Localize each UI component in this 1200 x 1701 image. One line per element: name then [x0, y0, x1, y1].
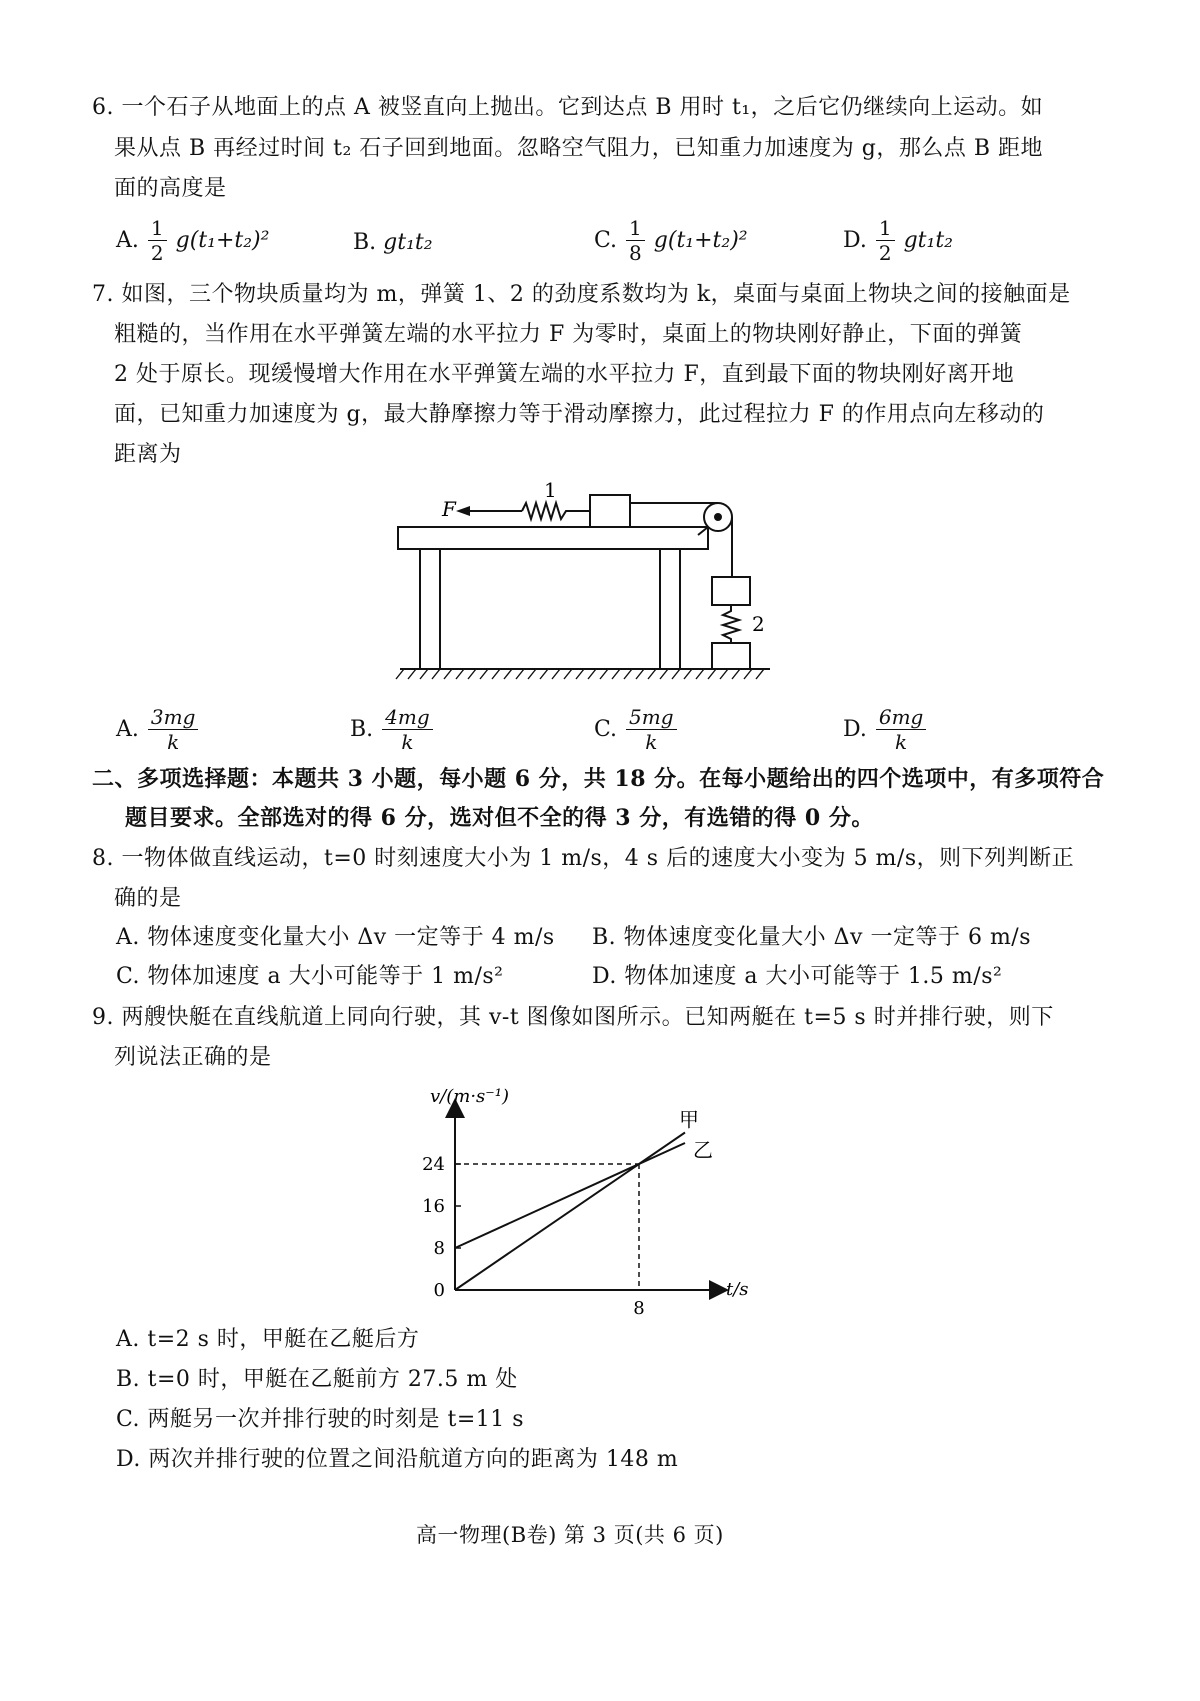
q9-option-d: D. 两次并排行驶的位置之间沿航道方向的距离为 148 m [116, 1447, 679, 1472]
q6-option-a: A. $\frac{1}{2}$ g(t₁+t₂)² [116, 216, 270, 265]
block-hanging [712, 577, 750, 605]
x-axis-label: t/s [726, 1279, 749, 1300]
table-leg-left [420, 549, 440, 669]
q6-line1: 6. 一个石子从地面上的点 A 被竖直向上抛出。它到达点 B 用时 t₁，之后它仍继续向上运动。如 [92, 95, 1044, 120]
q7-option-b: B. $\frac{4mg}{k}$ [350, 705, 435, 754]
q8-line2: 确的是 [114, 886, 182, 911]
y-tick-label: 16 [422, 1196, 445, 1217]
q6-option-c-fraction: $\frac{1}{8}$ [626, 216, 645, 265]
block-bottom [712, 643, 750, 669]
spring-1 [522, 503, 590, 519]
table-spring-figure [390, 475, 790, 685]
q6-option-d: D. $\frac{1}{2}$ gt₁t₂ [843, 216, 953, 265]
force-label: F [442, 497, 456, 521]
series-line-jia [455, 1133, 685, 1291]
table-top [398, 527, 708, 549]
table-leg-right [660, 549, 680, 669]
q9-option-b: B. t=0 时，甲艇在乙艇前方 27.5 m 处 [116, 1367, 518, 1392]
q9-line1: 9. 两艘快艇在直线航道上同向行驶，其 v-t 图像如图所示。已知两艇在 t=5 s 时并排行驶，则下 [92, 1005, 1054, 1030]
q7-line1: 7. 如图，三个物块质量均为 m，弹簧 1、2 的劲度系数均为 k，桌面与桌面上物块之间的接触面是 [92, 282, 1071, 307]
series-label-jia: 甲 [679, 1107, 699, 1132]
q7-line5: 距离为 [114, 442, 182, 467]
q6-line2: 果从点 B 再经过时间 t₂ 石子回到地面。忽略空气阻力，已知重力加速度为 g，那么点 B 距地 [114, 136, 1044, 161]
spring-2-label: 2 [752, 612, 765, 636]
y-tick-label: 8 [433, 1238, 445, 1259]
q7-line2: 粗糙的，当作用在水平弹簧左端的水平拉力 F 为零时，桌面上的物块刚好静止，下面的弹簧 [114, 322, 1023, 347]
q8-line1: 8. 一物体做直线运动，t=0 时刻速度大小为 1 m/s，4 s 后的速度大小变为 5 m/s，则下列判断正 [92, 846, 1075, 871]
q7-option-a: A. $\frac{3mg}{k}$ [116, 705, 200, 754]
series-label-yi: 乙 [693, 1138, 713, 1162]
section2-heading-line2: 题目要求。全部选对的得 6 分，选对但不全的得 3 分，有选错的得 0 分。 [125, 805, 874, 831]
q9-option-a: A. t=2 s 时，甲艇在乙艇后方 [116, 1327, 420, 1352]
q6-line3: 面的高度是 [114, 176, 227, 201]
q8-option-c: C. 物体加速度 a 大小可能等于 1 m/s² [116, 964, 504, 989]
section2-heading-line1: 二、多项选择题：本题共 3 小题，每小题 6 分，共 18 分。在每小题给出的四个选项中，有多项符合 [92, 766, 1105, 792]
spring-1-label: 1 [544, 478, 557, 502]
q9-option-c: C. 两艇另一次并排行驶的时刻是 t=11 s [116, 1407, 525, 1432]
vt-chart [400, 1080, 760, 1320]
y-tick-label: 0 [433, 1280, 445, 1301]
y-axis-label: v/(m·s⁻¹) [430, 1086, 510, 1107]
y-tick-label: 24 [422, 1154, 445, 1175]
series-line-yi [455, 1143, 685, 1248]
page-footer: 高一物理(B卷) 第 3 页(共 6 页) [416, 1523, 724, 1547]
q7-line4: 面，已知重力加速度为 g，最大静摩擦力等于滑动摩擦力，此过程拉力 F 的作用点向左移动的 [114, 402, 1045, 427]
q6-option-d-fraction: $\frac{1}{2}$ [876, 216, 895, 265]
force-arrowhead [456, 506, 470, 516]
q8-option-b: B. 物体速度变化量大小 Δv 一定等于 6 m/s [592, 925, 1032, 950]
q6-option-b: B. gt₁t₂ [353, 230, 433, 255]
spring-2 [723, 605, 739, 643]
block-on-table [590, 495, 630, 527]
x-tick-label: 8 [633, 1298, 645, 1319]
ground-hatch [396, 669, 764, 679]
q7-option-c: C. $\frac{5mg}{k}$ [594, 705, 679, 754]
q9-line2: 列说法正确的是 [114, 1045, 272, 1070]
q6-option-c: C. $\frac{1}{8}$ g(t₁+t₂)² [594, 216, 748, 265]
q7-line3: 2 处于原长。现缓慢增大作用在水平弹簧左端的水平拉力 F，直到最下面的物块刚好离开地 [114, 362, 1015, 387]
q8-option-d: D. 物体加速度 a 大小可能等于 1.5 m/s² [592, 964, 1003, 989]
q8-option-a: A. 物体速度变化量大小 Δv 一定等于 4 m/s [116, 925, 555, 950]
q6-option-a-fraction: $\frac{1}{2}$ [148, 216, 167, 265]
q7-option-d: D. $\frac{6mg}{k}$ [843, 705, 928, 754]
